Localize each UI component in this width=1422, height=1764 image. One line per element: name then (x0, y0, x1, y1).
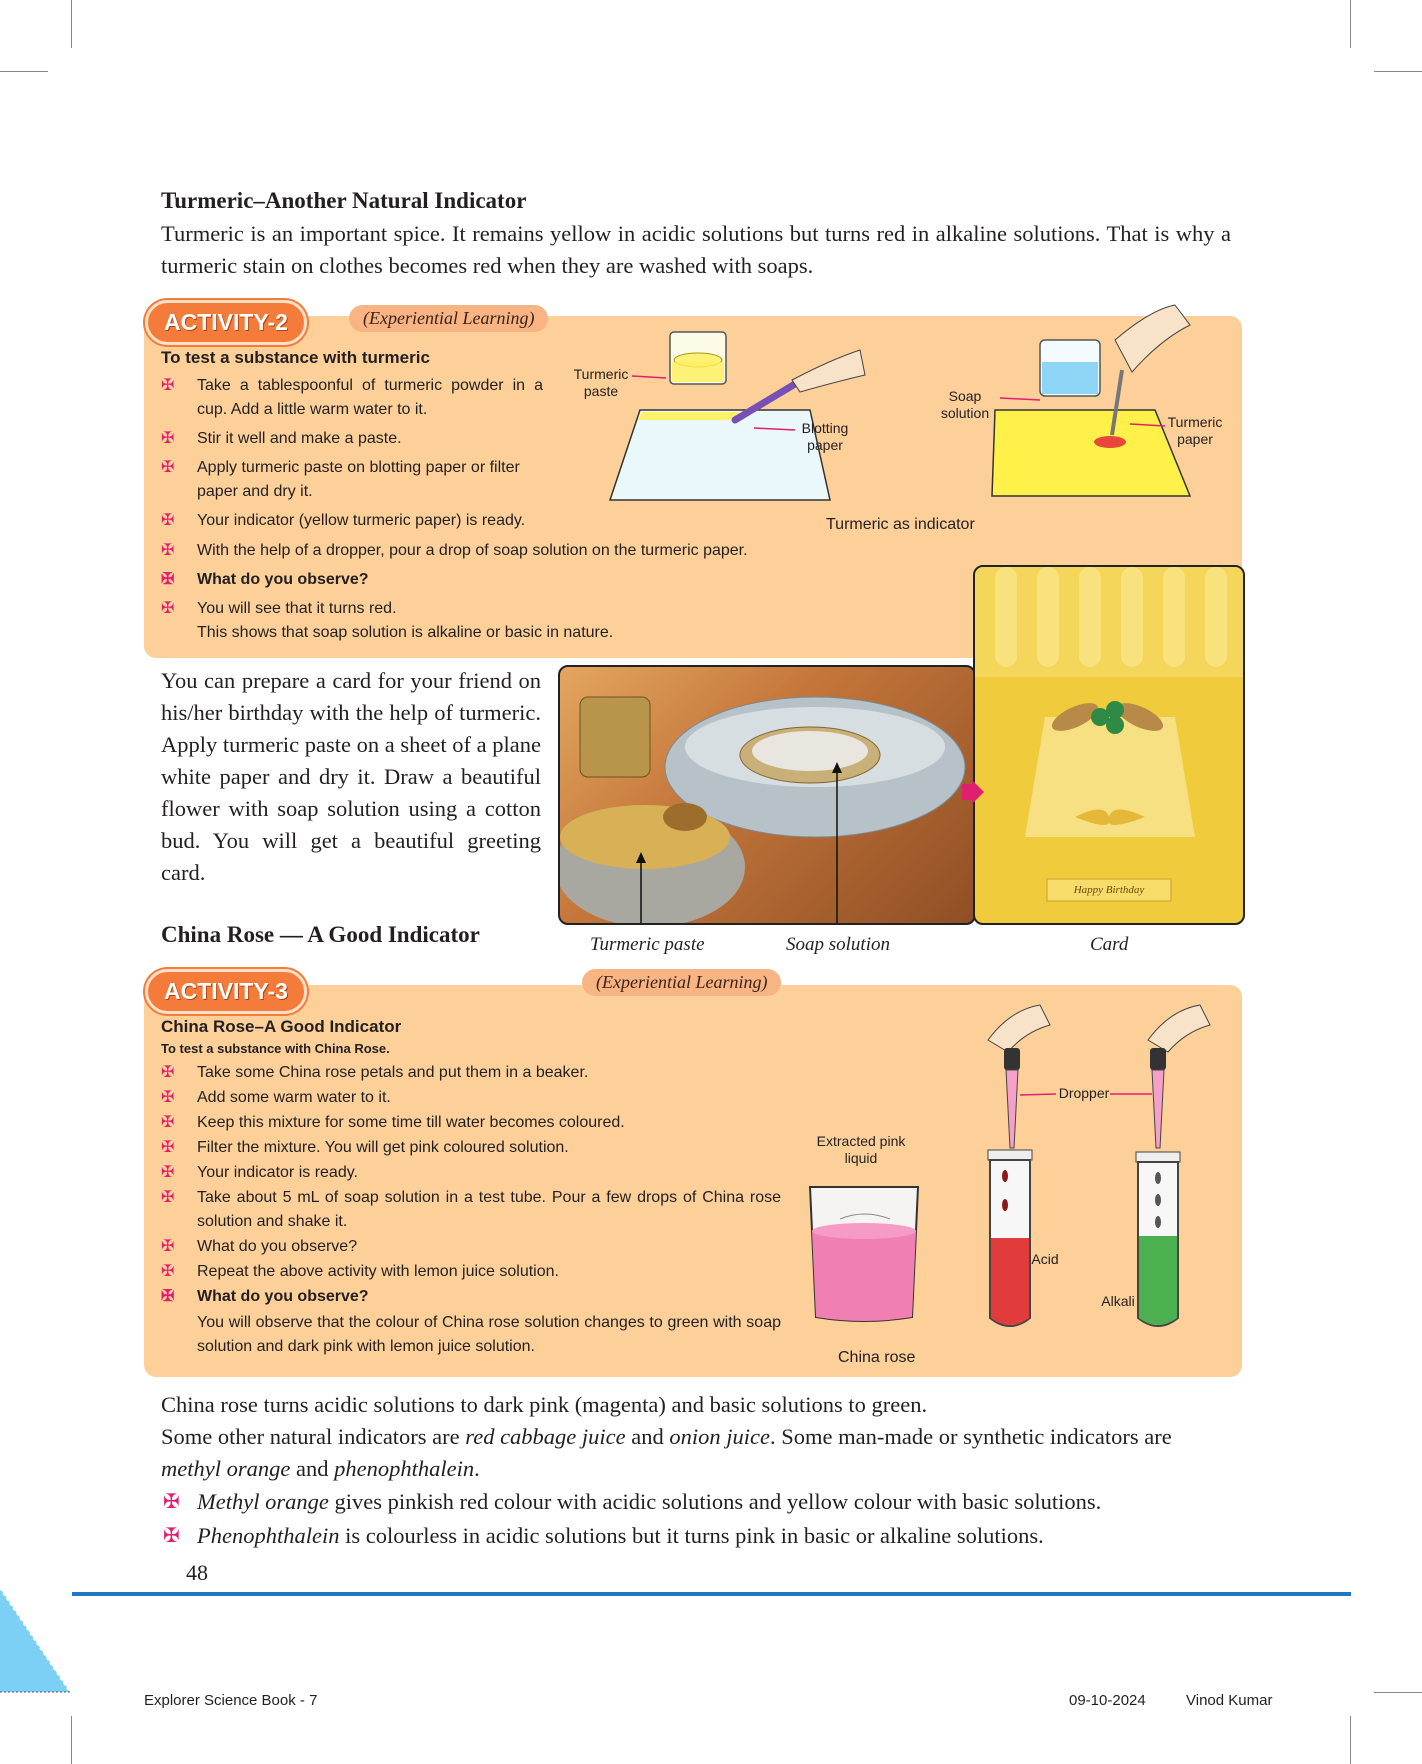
text-run-italic: onion juice (669, 1424, 770, 1449)
list-item: ✠ Your indicator (yellow turmeric paper) is ready. (161, 509, 543, 533)
bullet-icon: ✠ (161, 600, 175, 617)
footer-date: 09-10-2024 (1069, 1692, 1146, 1709)
section-heading-china-rose: China Rose — A Good Indicator (161, 922, 480, 947)
text-run: . Some man-made or synthetic indicators are (770, 1424, 1172, 1449)
arrow-right-icon (962, 780, 984, 804)
activity-3-conclusion: You will observe that the colour of China rose solution changes to green with soap solution and dark pink with lemon juice solution. (197, 1314, 781, 1355)
bullet-icon: ✠ (161, 1189, 175, 1206)
activity-3-badge: ACTIVITY-3 (145, 969, 307, 1014)
blotting-paper-illustration (560, 320, 890, 510)
china-rose-beaker-illustration (800, 1175, 930, 1325)
list-item: ✠ Your indicator is ready. (161, 1161, 781, 1185)
crop-mark (1374, 71, 1422, 72)
crop-mark (71, 1716, 72, 1764)
other-indicators-text (161, 1421, 1231, 1485)
bullet-icon: ✠ (163, 1525, 180, 1547)
activity-2-tag: (Experiential Learning) (349, 305, 548, 332)
caption-turmeric-paste: Turmeric paste (590, 934, 705, 955)
text-run-italic: Phenophthalein (197, 1523, 340, 1548)
list-item: ✠ Add some warm water to it. (161, 1086, 781, 1110)
crop-mark (1350, 0, 1351, 48)
label-dropper: Dropper (1058, 1085, 1110, 1101)
bullet-icon: ✠ (161, 1238, 175, 1255)
list-item: ✠ Take about 5 mL of soap solution in a test tube. Pour a few drops of China rose solution and shake it. (161, 1186, 781, 1234)
list-item: ✠ Filter the mixture. You will get pink coloured solution. (161, 1136, 781, 1160)
text-run-italic: methyl orange (161, 1456, 291, 1481)
activity-2-title: To test a substance with turmeric (161, 348, 430, 367)
text-run: is colourless in acidic solutions but it turns pink in basic or alkaline solutions. (339, 1523, 1044, 1548)
text-run-italic: red cabbage juice (465, 1424, 626, 1449)
crop-mark (71, 0, 72, 48)
china-rose-summary: China rose turns acidic solutions to dark pink (magenta) and basic solutions to green. (161, 1392, 928, 1417)
footer-author: Vinod Kumar (1186, 1692, 1273, 1709)
text-run: and (625, 1424, 670, 1449)
bullet-icon: ✠ (161, 1263, 175, 1280)
list-item: ✠ Keep this mixture for some time till water becomes coloured. (161, 1111, 781, 1135)
birthday-card-photo (973, 565, 1245, 925)
bullet-icon: ✠ (163, 1491, 180, 1513)
bullet-icon: ✠ (161, 542, 175, 559)
activity-3-subtitle: To test a substance with China Rose. (161, 1041, 390, 1056)
bullet-icon: ✠ (161, 571, 175, 588)
bullet-icon: ✠ (161, 377, 175, 394)
text-run-italic: Methyl orange (197, 1489, 329, 1514)
test-tubes-illustration (970, 1000, 1230, 1335)
list-item: ✠ With the help of a dropper, pour a drop of soap solution on the turmeric paper. (161, 539, 921, 563)
list-item: ✠ Take a tablespoonful of turmeric powder in a cup. Add a little warm water to it. (161, 374, 543, 422)
label-acid: Acid (1031, 1251, 1059, 1267)
list-item (161, 1519, 1241, 1553)
card-greeting-text: Happy Birthday (1073, 884, 1145, 896)
activity-3-title: China Rose–A Good Indicator (161, 1017, 402, 1036)
label-extracted-pink-liquid: Extracted pink liquid (816, 1133, 906, 1166)
figure-caption-turmeric-indicator: Turmeric as indicator (826, 516, 975, 533)
list-item: ✠ What do you observe? (161, 1235, 781, 1259)
footer-book-title: Explorer Science Book - 7 (144, 1692, 318, 1709)
text-run: and (290, 1456, 335, 1481)
text-run: gives pinkish red colour with acidic solutions and yellow colour with basic solutions. (328, 1489, 1102, 1514)
list-item: ✠ What do you observe? (161, 568, 921, 592)
bullet-icon: ✠ (161, 1064, 175, 1081)
text-run: Some other natural indicators are (161, 1424, 466, 1449)
label-alkali: Alkali (1101, 1293, 1135, 1309)
label-soap-solution: Soap solution (940, 388, 990, 421)
list-item: ✠ Stir it well and make a paste. (161, 427, 543, 451)
bullet-icon: ✠ (161, 512, 175, 529)
activity-2-conclusion: This shows that soap solution is alkaline or basic in nature. (197, 624, 614, 641)
crop-mark (1350, 1716, 1351, 1764)
crop-mark (1374, 1692, 1422, 1693)
crop-mark (0, 71, 48, 72)
corner-decoration-icon (0, 1588, 80, 1698)
text-run: . (474, 1456, 480, 1481)
caption-card: Card (1090, 934, 1129, 955)
bullet-icon: ✠ (161, 1139, 175, 1156)
list-item: ✠ Repeat the above activity with lemon juice solution. (161, 1260, 781, 1284)
bullet-icon: ✠ (161, 1164, 175, 1181)
list-item: ✠ Apply turmeric paste on blotting paper or filter paper and dry it. (161, 456, 543, 504)
list-item (161, 1485, 1241, 1519)
turmeric-intro-text: Turmeric is an important spice. It remains yellow in acidic solutions but turns red in alkaline solutions. That is why a turmeric stain on clothes becomes red when they are washed with soaps. (161, 221, 1231, 278)
activity-3-steps (161, 1061, 781, 1310)
bullet-icon: ✠ (161, 1114, 175, 1131)
footer-rule (72, 1592, 1351, 1596)
activity-2-badge: ACTIVITY-2 (145, 300, 307, 345)
label-turmeric-paste: Turmeric paste (573, 366, 629, 399)
activity-3-tag: (Experiential Learning) (582, 969, 781, 996)
caption-soap-solution: Soap solution (786, 934, 890, 955)
label-turmeric-paper: Turmeric paper (1167, 414, 1223, 447)
turmeric-soap-photo (558, 665, 976, 925)
bullet-icon: ✠ (161, 1089, 175, 1106)
bullet-icon: ✠ (161, 1288, 175, 1305)
activity-2-steps-b (161, 539, 921, 650)
label-china-rose: China rose (838, 1349, 916, 1366)
synthetic-indicators-list (161, 1485, 1241, 1553)
card-instructions-text: You can prepare a card for your friend on his/her birthday with the help of turmeric. Apply turmeric paste on a sheet of a plane white paper and dry it. Draw a beautiful flower with soap solution using a cotton bud. You will get a beautiful greeting card. (161, 668, 541, 885)
label-blotting-paper: Blotting paper (801, 420, 849, 453)
page-number: 48 (186, 1560, 208, 1585)
activity-2-steps-a (161, 374, 543, 538)
list-item: ✠ You will see that it turns red. This shows that soap solution is alkaline or basic in nature. (161, 597, 921, 645)
bullet-icon: ✠ (161, 459, 175, 476)
bullet-icon: ✠ (161, 430, 175, 447)
list-item: ✠ What do you observe? (161, 1285, 781, 1309)
section-heading-turmeric: Turmeric–Another Natural Indicator (161, 188, 527, 213)
list-item: ✠ Take some China rose petals and put them in a beaker. (161, 1061, 781, 1085)
text-run-italic: phenophthalein (334, 1456, 475, 1481)
